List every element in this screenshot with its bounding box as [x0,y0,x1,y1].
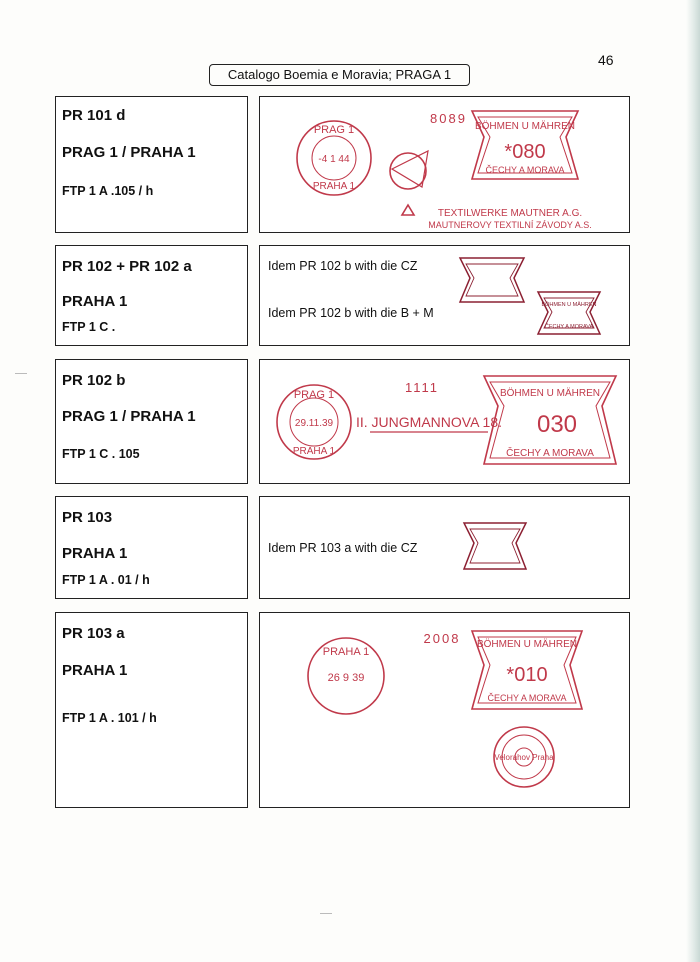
catalog-header: Catalogo Boemia e Moravia; PRAGA 1 [209,64,470,86]
postmark-top-text: PRAG 1 [293,389,335,401]
entry-place: PRAHA 1 [62,545,128,562]
entry-info-pr-101-d [55,96,248,233]
die-sample [260,497,631,600]
die-cz-frame [464,523,526,569]
frame-top-text: BÖHMEN U MÄHREN [499,388,601,399]
meter-value: 030 [536,411,578,438]
meter-value: *010 [506,664,548,686]
meter-number: 1111 [404,380,440,395]
die-samples [260,246,631,347]
entry-ftp: FTP 1 A .105 / h [62,184,154,198]
entry-stamp-pr-102 [259,245,630,346]
entry-place: PRAG 1 / PRAHA 1 [62,408,196,425]
page-edge [686,0,700,962]
entry-code: PR 102 + PR 102 a [62,258,192,275]
entry-stamp-pr-101-d [259,96,630,233]
entry-info-pr-102 [55,245,248,346]
meter-number: 8089 [430,111,467,126]
entry-info-pr-103 [55,496,248,599]
advert-logo-mark [402,205,414,215]
die-bm-bottom-text: ČECHY A MORAVA [544,324,594,330]
entry-info-pr-103-a [55,612,248,808]
entry-ftp: FTP 1 A . 01 / h [62,573,150,587]
entry-stamp-pr-103-a [259,612,630,808]
meter-number: 2008 [423,631,461,646]
frame-bottom-text: ČECHY A MORAVA [506,448,594,459]
entry-code: PR 103 [62,509,113,526]
postmark-bottom-text: PRAHA 1 [292,446,336,457]
postmark-date: 26 9 39 [327,672,365,684]
postmark-top-text: PRAG 1 [313,124,355,136]
die-bm-top-text: BÖHMEN U MÄHREN [541,302,597,308]
entry-place: PRAHA 1 [62,662,128,679]
die-cz-frame-inner [470,529,520,563]
postmark-bottom-text: PRAHA 1 [312,181,356,192]
entry-code: PR 101 d [62,107,126,124]
entry-place: PRAHA 1 [62,293,128,310]
page-number: 46 [598,52,614,68]
postmark-top-text: PRAHA 1 [322,646,370,658]
meter-stamp-pr-103-a [260,613,631,809]
advert-seal-text: Velorahov Praha [494,753,554,762]
postmark-date: -4 1 44 [318,154,350,165]
entry-place: PRAG 1 / PRAHA 1 [62,144,196,161]
advert-line-1: TEXTILWERKE MAUTNER A.G. [437,208,583,219]
meter-value: *080 [504,141,546,163]
meter-stamp-pr-102-b [260,360,631,485]
entry-ftp: FTP 1 C . [62,320,116,334]
entry-info-pr-102-b [55,359,248,484]
advert-text: II. JUNGMANNOVA 18. [356,414,502,430]
frame-top-text: BÖHMEN U MÄHREN [474,121,576,132]
advert-line-2: MAUTNEROVY TEXTILNÍ ZÁVODY A.S. [428,220,592,230]
entry-code: PR 103 a [62,625,125,642]
die-cz-frame [460,258,524,302]
entry-ftp: FTP 1 A . 101 / h [62,711,157,725]
die-cz-frame-inner [466,264,518,296]
meter-stamp-pr-101-d [260,97,631,234]
frame-top-text: BÖHMEN U MÄHREN [476,639,578,650]
scan-speck [320,913,332,914]
idem-line-bm: Idem PR 102 b with die B + M [268,306,434,320]
entry-stamp-pr-103 [259,496,630,599]
idem-line-cz: Idem PR 102 b with die CZ [268,259,418,273]
scan-speck [15,373,27,374]
entry-ftp: FTP 1 C . 105 [62,447,140,461]
idem-line-cz: Idem PR 103 a with die CZ [268,541,418,555]
entry-code: PR 102 b [62,372,126,389]
frame-bottom-text: ČECHY A MORAVA [487,693,567,703]
entry-stamp-pr-102-b [259,359,630,484]
frame-bottom-text: ČECHY A MORAVA [485,165,565,175]
postmark-date: 29.11.39 [294,418,334,429]
